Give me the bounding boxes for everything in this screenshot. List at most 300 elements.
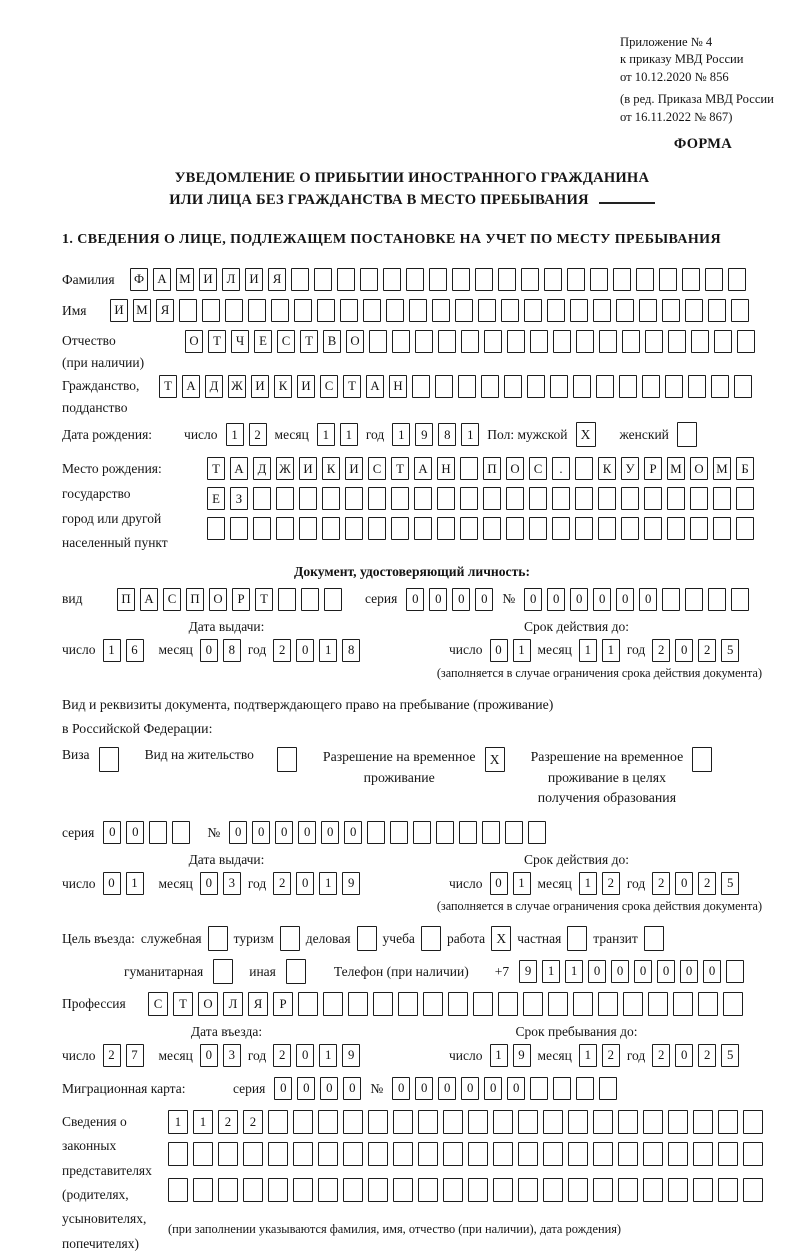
char-cell[interactable]: [734, 375, 752, 398]
char-cell[interactable]: 9: [342, 872, 360, 895]
char-cell[interactable]: [348, 992, 368, 1016]
char-cell[interactable]: [618, 1142, 638, 1166]
char-cell[interactable]: [406, 268, 424, 291]
char-cell[interactable]: С: [320, 375, 338, 398]
stay-month-cells[interactable]: [579, 1044, 620, 1067]
char-cell[interactable]: [553, 330, 571, 353]
char-cell[interactable]: 1: [103, 639, 121, 662]
char-cell[interactable]: 0: [343, 1077, 361, 1100]
char-cell[interactable]: [225, 299, 243, 322]
char-cell[interactable]: 2: [652, 1044, 670, 1067]
char-cell[interactable]: [714, 330, 732, 353]
char-cell[interactable]: Ж: [228, 375, 246, 398]
char-cell[interactable]: [736, 517, 754, 540]
char-cell[interactable]: [644, 487, 662, 510]
char-cell[interactable]: [708, 299, 726, 322]
char-cell[interactable]: [705, 268, 723, 291]
char-cell[interactable]: К: [598, 457, 616, 480]
char-cell[interactable]: 0: [200, 639, 218, 662]
char-cell[interactable]: [324, 588, 342, 611]
legal-cells-row2[interactable]: [168, 1142, 763, 1166]
char-cell[interactable]: [363, 299, 381, 322]
char-cell[interactable]: П: [483, 457, 501, 480]
char-cell[interactable]: [737, 330, 755, 353]
char-cell[interactable]: [668, 1110, 688, 1134]
char-cell[interactable]: О: [185, 330, 203, 353]
char-cell[interactable]: П: [117, 588, 135, 611]
char-cell[interactable]: [218, 1178, 238, 1202]
char-cell[interactable]: [648, 992, 668, 1016]
res-seriya-cells[interactable]: [103, 821, 190, 844]
char-cell[interactable]: К: [322, 457, 340, 480]
char-cell[interactable]: [276, 487, 294, 510]
char-cell[interactable]: 1: [513, 639, 531, 662]
char-cell[interactable]: [498, 992, 518, 1016]
char-cell[interactable]: [481, 375, 499, 398]
char-cell[interactable]: С: [163, 588, 181, 611]
char-cell[interactable]: 1: [513, 872, 531, 895]
char-cell[interactable]: [667, 517, 685, 540]
char-cell[interactable]: 2: [249, 423, 267, 446]
char-cell[interactable]: 0: [461, 1077, 479, 1100]
purpose-official-checkbox[interactable]: [208, 926, 228, 951]
char-cell[interactable]: Е: [254, 330, 272, 353]
char-cell[interactable]: А: [182, 375, 200, 398]
char-cell[interactable]: [682, 268, 700, 291]
char-cell[interactable]: [368, 1178, 388, 1202]
char-cell[interactable]: 0: [252, 821, 270, 844]
char-cell[interactable]: [299, 517, 317, 540]
char-cell[interactable]: [443, 1110, 463, 1134]
char-cell[interactable]: [622, 330, 640, 353]
char-cell[interactable]: [643, 1142, 663, 1166]
char-cell[interactable]: [643, 1110, 663, 1134]
char-cell[interactable]: [390, 821, 408, 844]
char-cell[interactable]: [317, 299, 335, 322]
birthplace-cells-row1[interactable]: [207, 457, 754, 480]
birth-year-cells[interactable]: [392, 423, 479, 446]
char-cell[interactable]: [548, 992, 568, 1016]
char-cell[interactable]: 2: [652, 872, 670, 895]
char-cell[interactable]: [415, 330, 433, 353]
char-cell[interactable]: М: [133, 299, 151, 322]
char-cell[interactable]: 2: [602, 1044, 620, 1067]
char-cell[interactable]: [468, 1110, 488, 1134]
char-cell[interactable]: Р: [273, 992, 293, 1016]
char-cell[interactable]: [728, 268, 746, 291]
char-cell[interactable]: 0: [275, 821, 293, 844]
char-cell[interactable]: [345, 517, 363, 540]
char-cell[interactable]: [337, 268, 355, 291]
char-cell[interactable]: [418, 1142, 438, 1166]
char-cell[interactable]: [621, 487, 639, 510]
char-cell[interactable]: [437, 517, 455, 540]
char-cell[interactable]: [690, 487, 708, 510]
char-cell[interactable]: [460, 487, 478, 510]
char-cell[interactable]: 2: [243, 1110, 263, 1134]
char-cell[interactable]: 0: [616, 588, 634, 611]
char-cell[interactable]: [590, 268, 608, 291]
char-cell[interactable]: [322, 487, 340, 510]
birth-month-cells[interactable]: [317, 423, 358, 446]
char-cell[interactable]: [593, 299, 611, 322]
char-cell[interactable]: [621, 517, 639, 540]
char-cell[interactable]: 0: [126, 821, 144, 844]
char-cell[interactable]: М: [713, 457, 731, 480]
char-cell[interactable]: 0: [547, 588, 565, 611]
char-cell[interactable]: [668, 1142, 688, 1166]
residence-permit-checkbox[interactable]: [277, 747, 297, 772]
stay-day-cells[interactable]: [490, 1044, 531, 1067]
char-cell[interactable]: 1: [340, 423, 358, 446]
char-cell[interactable]: 0: [429, 588, 447, 611]
purpose-transit-checkbox[interactable]: [644, 926, 664, 951]
res-valid-year-cells[interactable]: [652, 872, 739, 895]
char-cell[interactable]: 7: [126, 1044, 144, 1067]
char-cell[interactable]: С: [529, 457, 547, 480]
char-cell[interactable]: Т: [343, 375, 361, 398]
char-cell[interactable]: [149, 821, 167, 844]
char-cell[interactable]: [448, 992, 468, 1016]
res-issue-month-cells[interactable]: [200, 872, 241, 895]
char-cell[interactable]: [345, 487, 363, 510]
char-cell[interactable]: [723, 992, 743, 1016]
char-cell[interactable]: [529, 517, 547, 540]
char-cell[interactable]: [693, 1142, 713, 1166]
char-cell[interactable]: [179, 299, 197, 322]
char-cell[interactable]: [668, 1178, 688, 1202]
char-cell[interactable]: [429, 268, 447, 291]
char-cell[interactable]: [507, 330, 525, 353]
char-cell[interactable]: [369, 330, 387, 353]
char-cell[interactable]: [718, 1110, 738, 1134]
char-cell[interactable]: И: [199, 268, 217, 291]
title-blank-line[interactable]: [599, 202, 655, 204]
char-cell[interactable]: [168, 1142, 188, 1166]
char-cell[interactable]: [493, 1110, 513, 1134]
char-cell[interactable]: А: [230, 457, 248, 480]
char-cell[interactable]: [409, 299, 427, 322]
res-issue-year-cells[interactable]: [273, 872, 360, 895]
char-cell[interactable]: Д: [253, 457, 271, 480]
char-cell[interactable]: 0: [524, 588, 542, 611]
char-cell[interactable]: 0: [611, 960, 629, 983]
char-cell[interactable]: [576, 330, 594, 353]
birth-day-cells[interactable]: [226, 423, 267, 446]
purpose-humanitarian-checkbox[interactable]: [213, 959, 233, 984]
char-cell[interactable]: 0: [392, 1077, 410, 1100]
char-cell[interactable]: 2: [698, 1044, 716, 1067]
entry-day-cells[interactable]: [103, 1044, 144, 1067]
char-cell[interactable]: [299, 487, 317, 510]
char-cell[interactable]: О: [198, 992, 218, 1016]
char-cell[interactable]: [523, 992, 543, 1016]
char-cell[interactable]: [218, 1142, 238, 1166]
char-cell[interactable]: 0: [675, 639, 693, 662]
char-cell[interactable]: 9: [415, 423, 433, 446]
char-cell[interactable]: 1: [542, 960, 560, 983]
char-cell[interactable]: [291, 268, 309, 291]
char-cell[interactable]: [343, 1178, 363, 1202]
char-cell[interactable]: [552, 517, 570, 540]
char-cell[interactable]: 0: [438, 1077, 456, 1100]
char-cell[interactable]: [552, 487, 570, 510]
stay-year-cells[interactable]: [652, 1044, 739, 1067]
char-cell[interactable]: [373, 992, 393, 1016]
char-cell[interactable]: Ф: [130, 268, 148, 291]
char-cell[interactable]: [667, 487, 685, 510]
char-cell[interactable]: 0: [639, 588, 657, 611]
char-cell[interactable]: [743, 1178, 763, 1202]
char-cell[interactable]: [518, 1110, 538, 1134]
char-cell[interactable]: [726, 960, 744, 983]
char-cell[interactable]: [570, 299, 588, 322]
char-cell[interactable]: Я: [268, 268, 286, 291]
char-cell[interactable]: [543, 1178, 563, 1202]
char-cell[interactable]: 9: [513, 1044, 531, 1067]
char-cell[interactable]: [596, 375, 614, 398]
char-cell[interactable]: 2: [698, 872, 716, 895]
char-cell[interactable]: [598, 487, 616, 510]
char-cell[interactable]: 0: [490, 872, 508, 895]
char-cell[interactable]: С: [148, 992, 168, 1016]
char-cell[interactable]: [423, 992, 443, 1016]
char-cell[interactable]: 5: [721, 639, 739, 662]
char-cell[interactable]: [619, 375, 637, 398]
char-cell[interactable]: [268, 1142, 288, 1166]
sex-male-checkbox[interactable]: X: [576, 422, 596, 447]
char-cell[interactable]: 0: [229, 821, 247, 844]
char-cell[interactable]: [193, 1178, 213, 1202]
char-cell[interactable]: 8: [223, 639, 241, 662]
char-cell[interactable]: Е: [207, 487, 225, 510]
char-cell[interactable]: 0: [103, 821, 121, 844]
char-cell[interactable]: [314, 268, 332, 291]
purpose-other-checkbox[interactable]: [286, 959, 306, 984]
char-cell[interactable]: [506, 517, 524, 540]
char-cell[interactable]: [473, 992, 493, 1016]
char-cell[interactable]: Б: [736, 457, 754, 480]
char-cell[interactable]: [368, 517, 386, 540]
char-cell[interactable]: 1: [579, 872, 597, 895]
char-cell[interactable]: П: [186, 588, 204, 611]
char-cell[interactable]: [458, 375, 476, 398]
char-cell[interactable]: [530, 330, 548, 353]
char-cell[interactable]: [202, 299, 220, 322]
char-cell[interactable]: Я: [156, 299, 174, 322]
char-cell[interactable]: [461, 330, 479, 353]
char-cell[interactable]: [243, 1178, 263, 1202]
doc-issue-month-cells[interactable]: [200, 639, 241, 662]
char-cell[interactable]: [567, 268, 585, 291]
char-cell[interactable]: [437, 487, 455, 510]
char-cell[interactable]: [483, 517, 501, 540]
char-cell[interactable]: 0: [680, 960, 698, 983]
char-cell[interactable]: [452, 268, 470, 291]
char-cell[interactable]: Л: [223, 992, 243, 1016]
char-cell[interactable]: [432, 299, 450, 322]
entry-month-cells[interactable]: [200, 1044, 241, 1067]
char-cell[interactable]: [276, 517, 294, 540]
char-cell[interactable]: [398, 992, 418, 1016]
char-cell[interactable]: З: [230, 487, 248, 510]
char-cell[interactable]: К: [274, 375, 292, 398]
char-cell[interactable]: [343, 1110, 363, 1134]
char-cell[interactable]: [598, 517, 616, 540]
char-cell[interactable]: [298, 992, 318, 1016]
char-cell[interactable]: Т: [173, 992, 193, 1016]
char-cell[interactable]: [368, 487, 386, 510]
char-cell[interactable]: 0: [675, 1044, 693, 1067]
char-cell[interactable]: [568, 1142, 588, 1166]
char-cell[interactable]: [501, 299, 519, 322]
birthplace-cells-row2[interactable]: [207, 487, 754, 510]
char-cell[interactable]: [659, 268, 677, 291]
char-cell[interactable]: [743, 1142, 763, 1166]
res-valid-day-cells[interactable]: [490, 872, 531, 895]
char-cell[interactable]: [688, 375, 706, 398]
char-cell[interactable]: [468, 1142, 488, 1166]
char-cell[interactable]: Н: [437, 457, 455, 480]
char-cell[interactable]: Т: [207, 457, 225, 480]
char-cell[interactable]: [593, 1110, 613, 1134]
char-cell[interactable]: О: [209, 588, 227, 611]
res-valid-month-cells[interactable]: [579, 872, 620, 895]
char-cell[interactable]: [524, 299, 542, 322]
char-cell[interactable]: 0: [593, 588, 611, 611]
char-cell[interactable]: [736, 487, 754, 510]
char-cell[interactable]: [599, 1077, 617, 1100]
purpose-private-checkbox[interactable]: [567, 926, 587, 951]
char-cell[interactable]: [368, 1110, 388, 1134]
char-cell[interactable]: 1: [126, 872, 144, 895]
char-cell[interactable]: [713, 517, 731, 540]
char-cell[interactable]: [360, 268, 378, 291]
char-cell[interactable]: 1: [168, 1110, 188, 1134]
char-cell[interactable]: [475, 268, 493, 291]
patronymic-cells[interactable]: [185, 330, 755, 353]
doc-valid-year-cells[interactable]: [652, 639, 739, 662]
name-cells[interactable]: [110, 299, 749, 322]
char-cell[interactable]: 0: [297, 1077, 315, 1100]
char-cell[interactable]: [435, 375, 453, 398]
char-cell[interactable]: 1: [602, 639, 620, 662]
char-cell[interactable]: [414, 487, 432, 510]
char-cell[interactable]: Р: [644, 457, 662, 480]
char-cell[interactable]: 2: [103, 1044, 121, 1067]
char-cell[interactable]: С: [277, 330, 295, 353]
char-cell[interactable]: 9: [519, 960, 537, 983]
char-cell[interactable]: 0: [415, 1077, 433, 1100]
char-cell[interactable]: Н: [389, 375, 407, 398]
doc-seriya-cells[interactable]: [406, 588, 493, 611]
char-cell[interactable]: 8: [438, 423, 456, 446]
entry-year-cells[interactable]: [273, 1044, 360, 1067]
doc-valid-day-cells[interactable]: [490, 639, 531, 662]
char-cell[interactable]: [393, 1142, 413, 1166]
char-cell[interactable]: 0: [296, 1044, 314, 1067]
char-cell[interactable]: 0: [484, 1077, 502, 1100]
doc-valid-month-cells[interactable]: [579, 639, 620, 662]
char-cell[interactable]: 0: [507, 1077, 525, 1100]
char-cell[interactable]: [278, 588, 296, 611]
char-cell[interactable]: [711, 375, 729, 398]
char-cell[interactable]: 1: [579, 1044, 597, 1067]
char-cell[interactable]: [505, 821, 523, 844]
char-cell[interactable]: [293, 1142, 313, 1166]
doc-num-cells[interactable]: [524, 588, 749, 611]
char-cell[interactable]: [168, 1178, 188, 1202]
char-cell[interactable]: [460, 517, 478, 540]
purpose-tourism-checkbox[interactable]: [280, 926, 300, 951]
char-cell[interactable]: [643, 1178, 663, 1202]
char-cell[interactable]: [568, 1178, 588, 1202]
char-cell[interactable]: С: [368, 457, 386, 480]
char-cell[interactable]: [550, 375, 568, 398]
char-cell[interactable]: [172, 821, 190, 844]
char-cell[interactable]: 0: [490, 639, 508, 662]
char-cell[interactable]: 0: [274, 1077, 292, 1100]
char-cell[interactable]: Т: [208, 330, 226, 353]
char-cell[interactable]: 0: [657, 960, 675, 983]
char-cell[interactable]: 6: [126, 639, 144, 662]
char-cell[interactable]: [613, 268, 631, 291]
char-cell[interactable]: 1: [565, 960, 583, 983]
char-cell[interactable]: [665, 375, 683, 398]
char-cell[interactable]: 1: [317, 423, 335, 446]
char-cell[interactable]: Т: [300, 330, 318, 353]
legal-cells-row3[interactable]: [168, 1178, 763, 1202]
char-cell[interactable]: 0: [200, 872, 218, 895]
char-cell[interactable]: [459, 821, 477, 844]
mc-num-cells[interactable]: [392, 1077, 617, 1100]
char-cell[interactable]: [530, 1077, 548, 1100]
char-cell[interactable]: [708, 588, 726, 611]
char-cell[interactable]: 1: [392, 423, 410, 446]
char-cell[interactable]: 2: [218, 1110, 238, 1134]
char-cell[interactable]: Т: [255, 588, 273, 611]
char-cell[interactable]: [391, 487, 409, 510]
char-cell[interactable]: А: [414, 457, 432, 480]
char-cell[interactable]: [393, 1178, 413, 1202]
char-cell[interactable]: [593, 1142, 613, 1166]
char-cell[interactable]: [543, 1110, 563, 1134]
char-cell[interactable]: [618, 1178, 638, 1202]
char-cell[interactable]: 0: [570, 588, 588, 611]
char-cell[interactable]: [575, 457, 593, 480]
char-cell[interactable]: [443, 1142, 463, 1166]
char-cell[interactable]: [436, 821, 454, 844]
char-cell[interactable]: [618, 1110, 638, 1134]
char-cell[interactable]: [685, 588, 703, 611]
char-cell[interactable]: 1: [490, 1044, 508, 1067]
char-cell[interactable]: 1: [461, 423, 479, 446]
char-cell[interactable]: 0: [475, 588, 493, 611]
char-cell[interactable]: 1: [319, 639, 337, 662]
char-cell[interactable]: [575, 487, 593, 510]
res-issue-day-cells[interactable]: [103, 872, 144, 895]
char-cell[interactable]: [493, 1178, 513, 1202]
char-cell[interactable]: [698, 992, 718, 1016]
char-cell[interactable]: [528, 821, 546, 844]
doc-issue-year-cells[interactable]: [273, 639, 360, 662]
char-cell[interactable]: [293, 1178, 313, 1202]
char-cell[interactable]: [386, 299, 404, 322]
char-cell[interactable]: [731, 588, 749, 611]
char-cell[interactable]: 2: [698, 639, 716, 662]
char-cell[interactable]: [493, 1142, 513, 1166]
char-cell[interactable]: [521, 268, 539, 291]
